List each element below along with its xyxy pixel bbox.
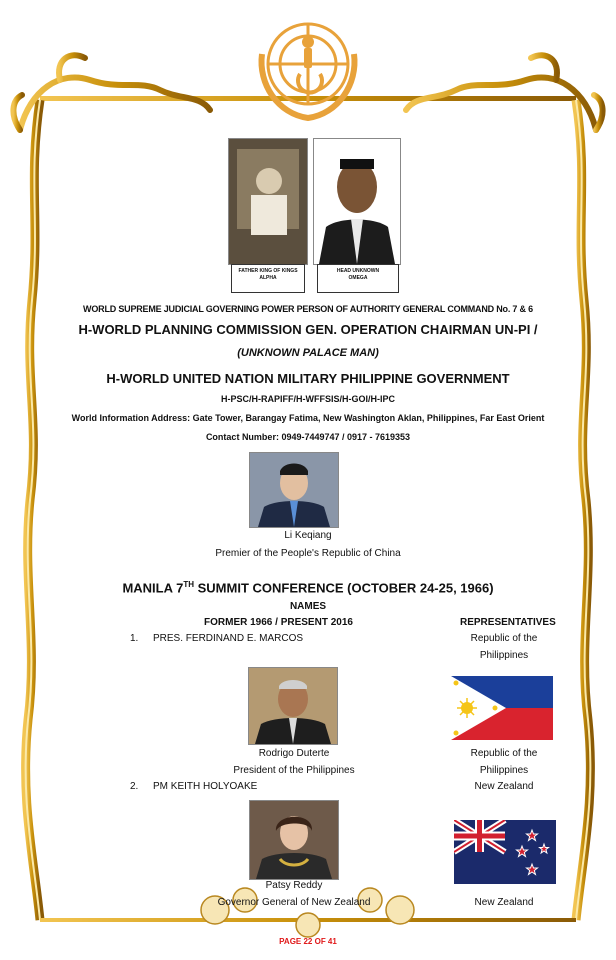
patsy-reddy-photo <box>249 800 339 880</box>
entry-1-present-name: Rodrigo Duterte <box>258 748 330 759</box>
page-number: PAGE 22 OF 41 <box>279 937 337 946</box>
new-zealand-flag-icon <box>454 820 556 884</box>
header-line-6: World Information Address: Gate Tower, Barangay Fatima, New Washington Aklan, Philippines, Far East Orient <box>71 413 545 423</box>
alpha-caption-line1: FATHER KING OF KINGS <box>238 268 298 274</box>
entry-2-present-title: Governor General of New Zealand <box>217 897 371 908</box>
entry-1-number: 1. <box>130 633 139 644</box>
summit-title-post: SUMMIT CONFERENCE (OCTOBER 24-25, 1966) <box>194 580 494 596</box>
omega-caption-line1: HEAD UNKNOWN <box>336 268 380 274</box>
header-line-3: (UNKNOWN PALACE MAN) <box>237 347 379 359</box>
header-line-5: H-PSC/H-RAPIFF/H-WFFSIS/H-GOI/H-IPC <box>221 394 395 404</box>
summit-title-sup: TH <box>183 580 195 589</box>
column-header-representatives: REPRESENTATIVES <box>460 617 556 628</box>
summit-title-pre: MANILA 7 <box>122 580 184 596</box>
omega-portrait-photo <box>313 138 401 265</box>
un-wheelchair-emblem-icon <box>248 14 368 126</box>
summit-title <box>0 580 616 595</box>
header-line-7: Contact Number: 0949-7449747 / 0917 - 7619353 <box>205 432 411 442</box>
entry-1-rep-top-1: Republic of the <box>470 633 538 644</box>
alpha-caption <box>231 264 305 293</box>
column-header-former-present: FORMER 1966 / PRESENT 2016 <box>204 617 353 628</box>
entry-1-rep-bottom-1: Republic of the <box>470 748 538 759</box>
entry-2-present-name: Patsy Reddy <box>265 880 323 891</box>
entry-1-rep-bottom-2: Philippines <box>479 765 529 776</box>
alpha-caption-line2: ALPHA <box>259 275 277 281</box>
omega-caption-line2: OMEGA <box>348 275 368 281</box>
left-dragon-ornament <box>13 55 210 130</box>
duterte-photo <box>248 667 338 745</box>
li-keqiang-photo <box>249 452 339 528</box>
entry-2-number: 2. <box>130 781 139 792</box>
entry-1-former: PRES. FERDINAND E. MARCOS <box>153 633 304 644</box>
header-line-4: H-WORLD UNITED NATION MILITARY PHILIPPINE GOVERNMENT <box>106 371 510 386</box>
premier-title: Premier of the People's Republic of China <box>215 548 401 559</box>
right-dragon-ornament <box>406 55 603 130</box>
entry-2-rep-top-1: New Zealand <box>474 781 534 792</box>
bottom-flower-ornament <box>201 888 414 937</box>
entry-2-rep-bottom-1: New Zealand <box>474 897 534 908</box>
entry-1-rep-top-2: Philippines <box>479 650 529 661</box>
premier-name: Li Keqiang <box>284 530 332 541</box>
alpha-portrait-photo <box>228 138 308 265</box>
header-line-1: WORLD SUPREME JUDICIAL GOVERNING POWER PERSON OF AUTHORITY GENERAL COMMAND No. 7 & 6 <box>83 304 533 314</box>
entry-1-present-title: President of the Philippines <box>233 765 355 776</box>
entry-2-former: PM KEITH HOLYOAKE <box>153 781 258 792</box>
header-line-2: H-WORLD PLANNING COMMISSION GEN. OPERATION CHAIRMAN UN-PI / <box>78 322 538 337</box>
omega-caption <box>317 264 399 293</box>
philippines-flag-icon <box>451 676 553 740</box>
names-heading: NAMES <box>289 601 327 612</box>
